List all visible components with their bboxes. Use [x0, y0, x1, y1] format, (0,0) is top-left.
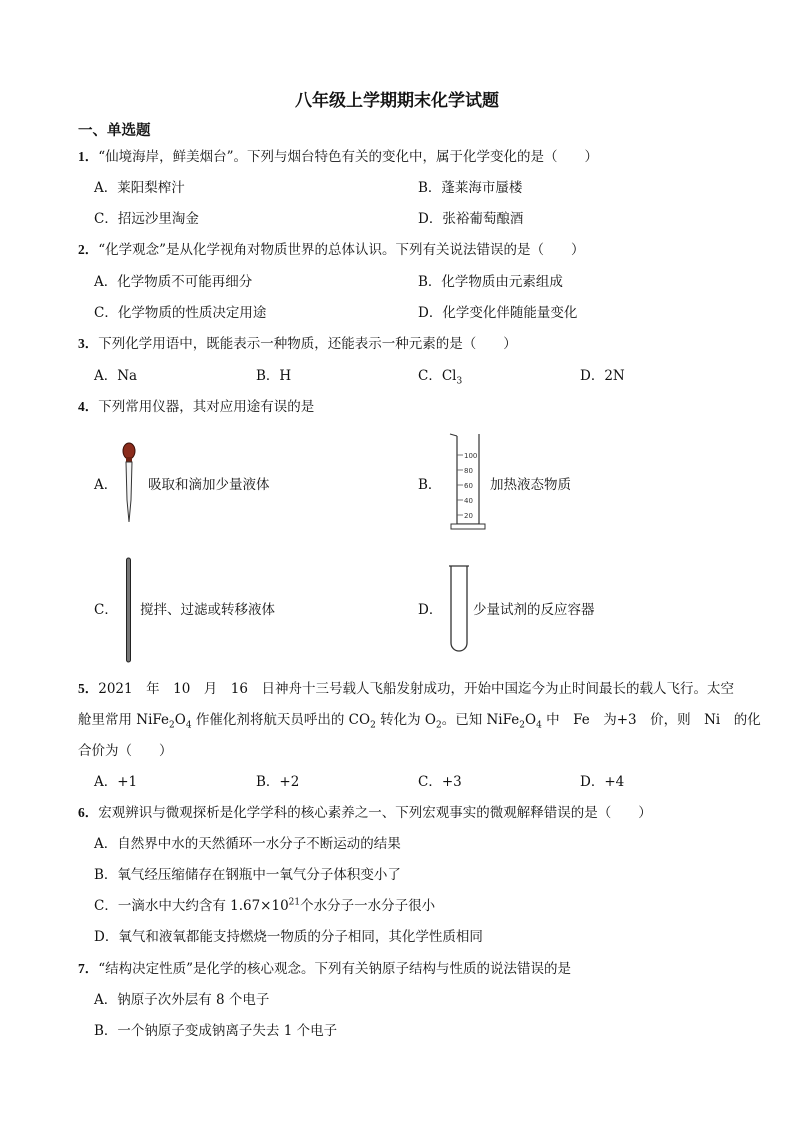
cylinder-mark: 40 [464, 497, 473, 505]
option-c: C．+3 [418, 774, 462, 790]
question-3 [78, 332, 517, 352]
test-tube-icon [447, 563, 471, 655]
question-text: 下列化学用语中，既能表示一种物质，还能表示一种元素的是（ ） [98, 336, 517, 352]
subscript: 4 [536, 720, 542, 731]
question-6 [78, 801, 652, 821]
question-number: 2． [78, 242, 99, 257]
option-d-text: 少量试剂的反应容器 [473, 602, 595, 618]
question-5-line2 [78, 708, 761, 731]
cylinder-mark: 100 [464, 452, 478, 460]
question-7 [78, 957, 571, 977]
text-fragment: 。已知 NiFe [441, 712, 520, 728]
question-1 [78, 145, 598, 165]
option-b: B．+2 [256, 774, 300, 790]
option-b-letter: B． [418, 477, 442, 493]
text-fragment: O [174, 712, 186, 728]
option-a: A．+1 [94, 774, 138, 790]
question-text: “结构决定性质”是化学的核心观念。下列有关钠原子结构与性质的说法错误的是 [98, 961, 572, 977]
question-number: 3． [78, 336, 99, 351]
section-heading: 一、单选题 [78, 123, 151, 139]
option-c: C．招远沙里淘金 [94, 211, 199, 227]
subscript: 2 [435, 720, 442, 731]
subscript: 2 [370, 720, 376, 731]
option-a: A．Na [94, 368, 138, 384]
option-c-text: C．Cl [418, 368, 457, 384]
question-text: “化学观念”是从化学视角对物质世界的总体认识。下列有关说法错误的是（ ） [98, 242, 585, 258]
question-5-line3: 合价为（ ） [78, 743, 173, 759]
cylinder-mark: 60 [464, 482, 473, 490]
option-c-text-end: 个水分子一水分子很小 [300, 898, 436, 914]
question-number: 5． [78, 681, 99, 696]
text-fragment: 转化为 O [375, 712, 436, 728]
page-title: 八年级上学期期末化学试题 [295, 91, 499, 111]
subscript: 4 [185, 720, 192, 731]
option-d: D．化学变化伴随能量变化 [418, 305, 578, 321]
question-number: 7． [78, 961, 99, 976]
option-d: D．张裕葡萄酿酒 [418, 211, 524, 227]
option-a-letter: A． [94, 477, 118, 493]
superscript: 21 [288, 897, 301, 908]
option-a: A．钠原子次外层有 8 个电子 [94, 992, 270, 1008]
question-4 [78, 395, 314, 415]
option-c: C．化学物质的性质决定用途 [94, 305, 267, 321]
option-b: B．一个钠原子变成钠离子失去 1 个电子 [94, 1023, 338, 1039]
question-number: 1． [78, 149, 99, 164]
text-fragment: 舱里常用 NiFe [78, 712, 170, 728]
option-b: B．蓬莱海市蜃楼 [418, 180, 523, 196]
option-b: B．氧气经压缩储存在钢瓶中一氧气分子体积变小了 [94, 867, 401, 883]
option-d-letter: D． [418, 602, 443, 618]
option-d: D．2N [580, 368, 625, 384]
option-a: A．化学物质不可能再细分 [94, 274, 253, 290]
question-text: 下列常用仪器，其对应用途有误的是 [98, 399, 315, 415]
subscript: 2 [169, 720, 175, 731]
text-fragment: 中 Fe 为+3 价，则 Ni 的化 [541, 712, 761, 728]
option-b-text: 加热液态物质 [490, 477, 571, 493]
question-2 [78, 238, 585, 258]
subscript: 3 [456, 376, 463, 387]
option-d: D．+4 [580, 774, 625, 790]
option-c-letter: C． [94, 602, 118, 618]
question-text: “仙境海岸，鲜美烟台”。下列与烟台特色有关的变化中，属于化学变化的是（ ） [98, 149, 599, 165]
text-fragment: O [524, 712, 537, 728]
dropper-icon [118, 442, 140, 524]
option-c [94, 894, 435, 914]
text-fragment: 作催化剂将航天员呼出的 CO [191, 712, 371, 728]
option-c [418, 364, 463, 387]
graduated-cylinder-icon [448, 432, 488, 532]
subscript: 2 [519, 720, 525, 731]
option-c-text: 搅拌、过滤或转移液体 [140, 602, 275, 618]
question-5 [78, 677, 734, 697]
question-number: 4． [78, 399, 99, 414]
option-b: B．H [256, 368, 292, 384]
option-a-text: 吸取和滴加少量液体 [148, 477, 270, 493]
question-text-line1: 2021 年 10 月 16 日神舟十三号载人飞船发射成功，开始中国迄今为止时间最长的载人飞行。太空 [98, 681, 734, 697]
option-a: A．莱阳梨榨汁 [94, 180, 185, 196]
option-d: D．氧气和液氧都能支持燃烧一物质的分子相同，其化学性质相同 [94, 929, 483, 945]
question-text: 宏观辨识与微观探析是化学学科的核心素养之一、下列宏观事实的微观解释错误的是（ ） [98, 805, 652, 821]
option-a: A．自然界中水的天然循环一水分子不断运动的结果 [94, 836, 401, 852]
cylinder-mark: 20 [464, 512, 473, 520]
question-number: 6． [78, 805, 99, 820]
glass-rod-icon [125, 557, 133, 663]
option-b: B．化学物质由元素组成 [418, 274, 563, 290]
cylinder-mark: 80 [464, 467, 473, 475]
option-c-text: C．一滴水中大约含有 1.67×10 [94, 898, 289, 914]
